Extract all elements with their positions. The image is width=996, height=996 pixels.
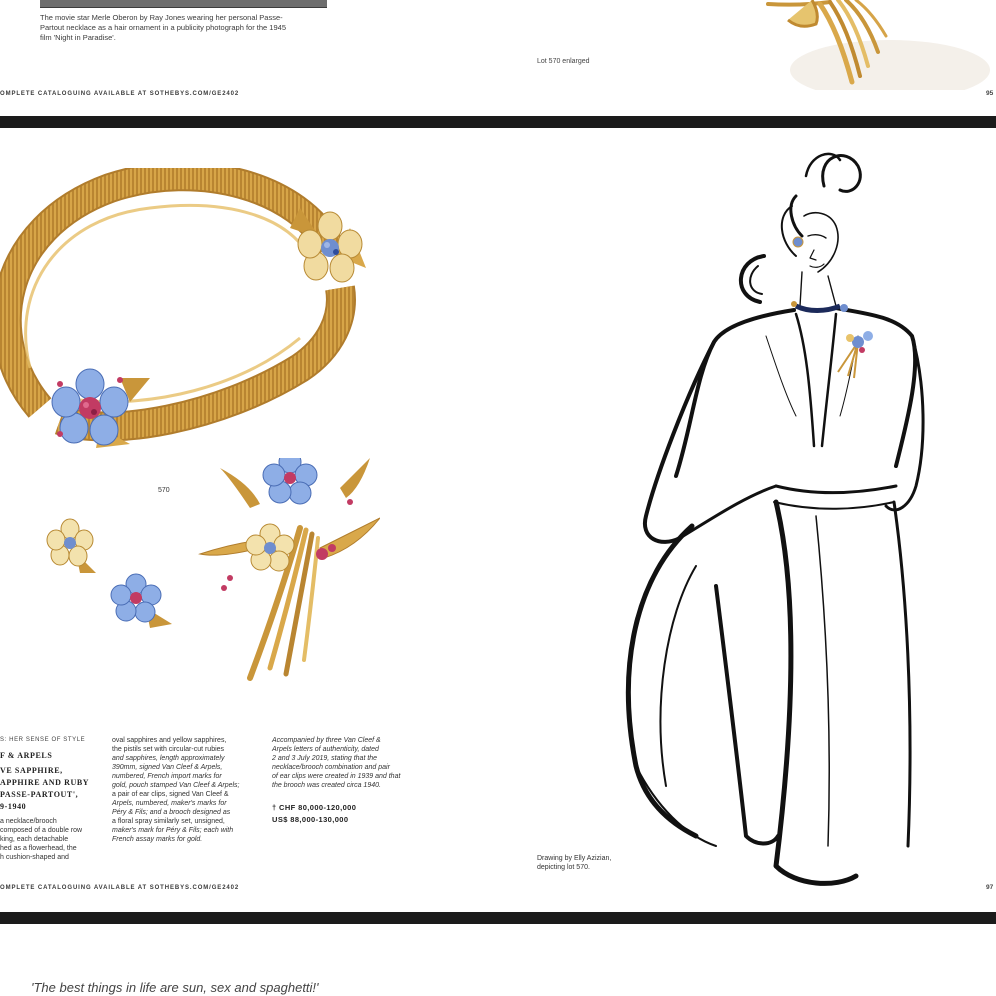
- desc-line: king, each detachable: [0, 836, 69, 843]
- pull-quote: 'The best things in life are sun, sex and spaghetti!': [31, 980, 319, 995]
- catalogue-spread: [0, 128, 996, 912]
- ear-clip-right: [111, 574, 172, 628]
- desc-line: French assay marks for gold.: [112, 836, 203, 843]
- drawing-caption-line: Drawing by Elly Azizian,: [537, 855, 612, 862]
- flower-clip-top: [290, 208, 366, 282]
- provenance-line: 2 and 3 July 2019, stating that the: [272, 755, 378, 762]
- caption-line: The movie star Merle Oberon by Ray Jones wearing her personal Passe-: [40, 13, 283, 22]
- photo-bottom-edge: [40, 0, 327, 8]
- provenance-line: Accompanied by three Van Cleef &: [272, 737, 381, 744]
- necklace-image: [0, 168, 380, 488]
- desc-line: the pistils set with circular-cut rubies: [112, 746, 225, 753]
- desc-line: h cushion-shaped and: [0, 854, 69, 861]
- lot-title-line: APPHIRE AND RUBY: [0, 778, 90, 787]
- desc-line: a pair of ear clips, signed Van Cleef &: [112, 791, 229, 798]
- page-divider: [0, 116, 996, 128]
- previous-page: [0, 0, 996, 116]
- fashion-drawing: [596, 146, 936, 896]
- desc-line: 390mm, signed Van Cleef & Arpels,: [112, 764, 223, 771]
- desc-line: Arpels, numbered, maker's marks for: [112, 800, 227, 807]
- brooch-enlarged-image: [760, 0, 996, 90]
- lot-title-line: VE SAPPHIRE,: [0, 766, 63, 775]
- floral-spray-brooch: [200, 458, 380, 678]
- provenance-column: [272, 736, 422, 790]
- desc-line: a floral spray similarly set, unsigned,: [112, 818, 225, 825]
- catalogue-footer: OMPLETE CATALOGUING AVAILABLE AT SOTHEBYS.COM/GE2402: [0, 885, 240, 891]
- drawing-caption-line: depicting lot 570.: [537, 864, 590, 871]
- caption-line: film 'Night in Paradise'.: [40, 33, 116, 42]
- desc-line: composed of a double row: [0, 827, 83, 834]
- desc-line: hed as a flowerhead, the: [0, 845, 77, 852]
- provenance-line: of ear clips were created in 1939 and that: [272, 773, 401, 780]
- provenance-line: Arpels letters of authenticity, dated: [272, 746, 379, 753]
- next-page: [0, 924, 996, 996]
- page-number: 97: [986, 884, 994, 891]
- provenance-line: the brooch was created circa 1940.: [272, 782, 381, 789]
- photo-caption: [40, 13, 330, 43]
- lot-title-line: 9-1940: [0, 802, 27, 811]
- lot-description-column: [112, 736, 262, 844]
- desc-line: and sapphires, length approximately: [112, 755, 225, 762]
- catalogue-footer: OMPLETE CATALOGUING AVAILABLE AT SOTHEBYS.COM/GE2402: [0, 91, 240, 97]
- page-number: 95: [986, 90, 994, 97]
- desc-line: a necklace/brooch: [0, 818, 57, 825]
- provenance-line: necklace/brooch combination and pair: [272, 764, 390, 771]
- page-divider: [0, 912, 996, 924]
- lot-number-label: 570: [158, 487, 170, 494]
- caption-line: Partout necklace as a hair ornament in a publicity photograph for the 1945: [40, 23, 286, 32]
- section-tag: S: HER SENSE OF STYLE: [0, 737, 86, 743]
- desc-line: Péry & Fils; and a brooch designed as: [112, 809, 231, 816]
- lot-title-line: F & ARPELS: [0, 751, 53, 760]
- desc-line: numbered, French import marks for: [112, 773, 222, 780]
- estimate-chf: † CHF 80,000-120,000: [272, 803, 357, 812]
- earclips-and-brooch-image: [30, 458, 380, 688]
- ear-clip-left: [47, 519, 96, 573]
- desc-line: gold, pouch stamped Van Cleef & Arpels;: [112, 782, 240, 789]
- lot-title-line: PASSE-PARTOUT',: [0, 790, 79, 799]
- desc-line: maker's mark for Péry & Fils; each with: [112, 827, 234, 834]
- drawing-caption: [537, 854, 611, 872]
- desc-line: oval sapphires and yellow sapphires,: [112, 737, 227, 744]
- lot-enlarged-caption: Lot 570 enlarged: [537, 58, 590, 65]
- lot-heading-column: [0, 736, 105, 862]
- estimate-usd: US$ 88,000-130,000: [272, 815, 349, 824]
